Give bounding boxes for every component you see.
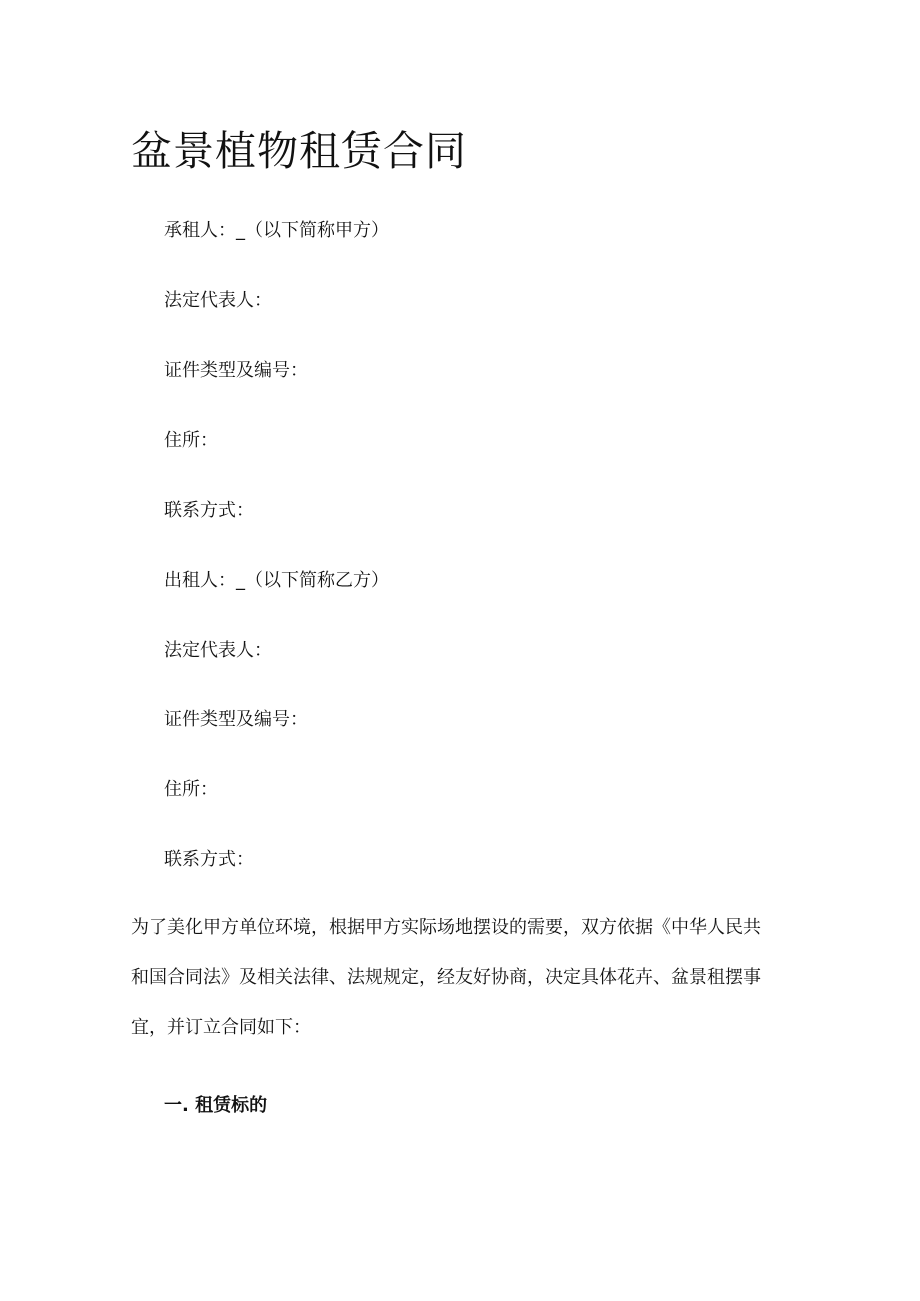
lessee-contact: 联系方式： bbox=[164, 500, 254, 521]
lessor-address: 住所： bbox=[164, 779, 218, 800]
preamble-line-3: 宜，并订立合同如下： bbox=[131, 1017, 311, 1038]
lessor-id-type-no: 证件类型及编号： bbox=[164, 709, 308, 730]
document-title: 盆景植物租赁合同 bbox=[131, 127, 467, 175]
lessee-id-type-no: 证件类型及编号： bbox=[164, 360, 308, 381]
lessee-name-line: 承租人：_（以下简称甲方） bbox=[164, 220, 389, 241]
lessor-name-line: 出租人：_（以下简称乙方） bbox=[164, 570, 389, 591]
lessee-address: 住所： bbox=[164, 430, 218, 451]
lessee-legal-rep: 法定代表人： bbox=[164, 290, 272, 311]
lessor-legal-rep: 法定代表人： bbox=[164, 640, 272, 661]
lessor-contact: 联系方式： bbox=[164, 849, 254, 870]
preamble-line-1: 为了美化甲方单位环境，根据甲方实际场地摆设的需要，双方依据《中华人民共 bbox=[131, 917, 761, 938]
section-heading-lease-subject: 一. 租赁标的 bbox=[164, 1095, 268, 1116]
preamble-line-2: 和国合同法》及相关法律、法规规定，经友好协商，决定具体花卉、盆景租摆事 bbox=[131, 967, 761, 988]
